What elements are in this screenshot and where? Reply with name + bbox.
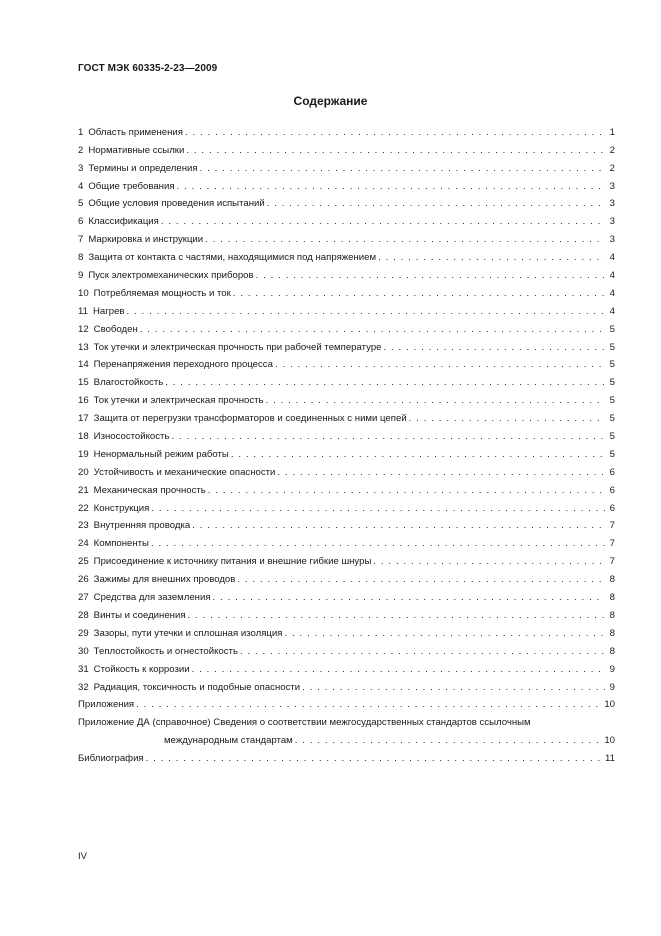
toc-entry-page: 11 <box>605 753 615 765</box>
toc-entry[interactable] <box>78 425 615 443</box>
toc-leader-dots <box>231 449 605 461</box>
toc-entry[interactable] <box>78 139 615 157</box>
toc-entry-number: 6 <box>78 216 84 228</box>
toc-entry[interactable] <box>78 640 615 658</box>
toc-leader-dots <box>146 753 603 765</box>
toc-entry-label: Зазоры, пути утечки и сплошная изоляция <box>93 627 283 639</box>
toc-entry-label: Защита от контакта с частями, находящимися под напряжением <box>88 252 377 264</box>
toc-entry-page: 3 <box>609 216 615 228</box>
page-number: IV <box>78 851 87 862</box>
toc-leader-dots <box>171 431 605 443</box>
toc-entry[interactable] <box>78 336 615 354</box>
toc-leader-dots <box>205 234 605 246</box>
toc-entry-label: Стойкость к коррозии <box>93 663 190 675</box>
toc-entry-label: Классификация <box>88 216 159 228</box>
toc-entry[interactable] <box>78 354 615 372</box>
toc-entry-number: 25 <box>78 556 89 568</box>
toc-entry-label: Влагостойкость <box>93 377 164 389</box>
toc-entry-page: 8 <box>609 627 615 639</box>
toc-entry-label: Термины и определения <box>88 162 198 174</box>
toc-entry-label: международным стандартам <box>164 735 293 747</box>
toc-entry-label: Нормативные ссылки <box>88 144 185 156</box>
toc-entry-label: Присоединение к источнику питания и внешние гибкие шнуры <box>93 556 372 568</box>
toc-entry-annex-da-line1[interactable] <box>78 711 615 729</box>
toc-entry-page: 8 <box>609 592 615 604</box>
toc-entry-number: 22 <box>78 502 89 514</box>
toc-entry-page: 10 <box>604 735 615 747</box>
toc-entry-label: Перенапряжения переходного процесса <box>93 359 273 371</box>
toc-entry-page: 6 <box>609 466 615 478</box>
toc-entry-page: 5 <box>609 377 615 389</box>
toc-entry-page: 5 <box>609 448 615 460</box>
toc-entry-label: Область применения <box>88 126 183 138</box>
toc-entry-number: 15 <box>78 377 89 389</box>
toc-entry-number: 27 <box>78 592 89 604</box>
toc-entry-page: 5 <box>609 341 615 353</box>
toc-entry-label: Нагрев <box>92 305 125 317</box>
toc-entry-number: 14 <box>78 359 89 371</box>
toc-entry-number: 29 <box>78 627 89 639</box>
toc-entry-number: 2 <box>78 144 84 156</box>
toc-entry-label: Компоненты <box>93 538 149 550</box>
toc-leader-dots <box>256 270 605 282</box>
toc-entry-label: Средства для заземления <box>93 592 211 604</box>
toc-entry[interactable] <box>78 658 615 676</box>
toc-entry[interactable] <box>78 515 615 533</box>
toc-leader-dots <box>384 342 606 354</box>
toc-leader-dots <box>240 646 605 658</box>
toc-entry-label: Винты и соединения <box>93 609 186 621</box>
toc-leader-dots <box>267 198 605 210</box>
toc-leader-dots <box>151 503 605 515</box>
toc-entry[interactable] <box>78 443 615 461</box>
toc-entry[interactable] <box>78 228 615 246</box>
toc-entry-number: 3 <box>78 162 84 174</box>
toc-entry[interactable] <box>78 121 615 139</box>
toc-entry-label: Свободен <box>93 323 138 335</box>
toc-leader-dots <box>185 127 605 139</box>
toc-leader-dots <box>165 377 605 389</box>
toc-entry-label: Ток утечки и электрическая прочность <box>93 395 264 407</box>
toc-entry[interactable] <box>78 193 615 211</box>
table-of-contents <box>78 121 615 765</box>
toc-entry-page: 5 <box>609 395 615 407</box>
toc-entry-page: 8 <box>609 609 615 621</box>
toc-entry[interactable] <box>78 407 615 425</box>
toc-leader-dots <box>192 520 605 532</box>
toc-entry-number: 16 <box>78 395 89 407</box>
toc-leader-dots <box>213 592 605 604</box>
toc-entry-label: Защита от перегрузки трансформаторов и соединенных с ними цепей <box>93 413 407 425</box>
toc-leader-dots <box>266 395 605 407</box>
toc-entry[interactable] <box>78 622 615 640</box>
toc-entry-page: 9 <box>609 663 615 675</box>
toc-leader-dots <box>188 610 605 622</box>
toc-entry[interactable] <box>78 479 615 497</box>
toc-entry-page: 9 <box>609 681 615 693</box>
toc-entry-label: Общие требования <box>88 180 175 192</box>
toc-entry-number: 18 <box>78 431 89 443</box>
toc-entry[interactable] <box>78 264 615 282</box>
toc-entry-number: 30 <box>78 645 89 657</box>
toc-entry[interactable] <box>78 676 615 694</box>
toc-entry-page: 7 <box>609 538 615 550</box>
toc-entry-number: 19 <box>78 448 89 460</box>
toc-entry-label: Приложения <box>78 699 135 711</box>
toc-entry-page: 7 <box>609 556 615 568</box>
toc-leader-dots <box>136 699 602 711</box>
toc-leader-dots <box>151 538 605 550</box>
toc-entry-page: 4 <box>609 252 615 264</box>
toc-entry-number: 9 <box>78 270 84 282</box>
toc-entry-label: Зажимы для внешних проводов <box>93 574 236 586</box>
toc-leader-dots <box>378 252 605 264</box>
toc-entry-page: 10 <box>604 699 615 711</box>
toc-entry-label: Маркировка и инструкции <box>88 234 204 246</box>
toc-entry-page: 2 <box>609 162 615 174</box>
toc-entry[interactable] <box>78 586 615 604</box>
toc-entry[interactable] <box>78 246 615 264</box>
toc-entry[interactable] <box>78 461 615 479</box>
toc-leader-dots <box>275 359 605 371</box>
toc-entry-label: Механическая прочность <box>93 484 206 496</box>
toc-leader-dots <box>277 467 605 479</box>
toc-entry-number: 21 <box>78 484 89 496</box>
toc-leader-dots <box>237 574 605 586</box>
toc-entry-annexes[interactable] <box>78 694 615 712</box>
toc-entry-label: Износостойкость <box>93 431 170 443</box>
toc-leader-dots <box>192 664 605 676</box>
toc-entry-label: Общие условия проведения испытаний <box>88 198 265 210</box>
toc-entry-number: 5 <box>78 198 84 210</box>
toc-entry-page: 3 <box>609 234 615 246</box>
toc-entry-number: 4 <box>78 180 84 192</box>
toc-entry-label: Внутренняя проводка <box>93 520 191 532</box>
toc-entry[interactable] <box>78 282 615 300</box>
toc-leader-dots <box>295 735 603 747</box>
toc-entry-number: 26 <box>78 574 89 586</box>
toc-entry-page: 7 <box>609 520 615 532</box>
toc-entry-page: 4 <box>609 270 615 282</box>
toc-leader-dots <box>140 324 605 336</box>
toc-leader-dots <box>373 556 605 568</box>
page-title: Содержание <box>293 94 368 108</box>
toc-entry[interactable] <box>78 550 615 568</box>
toc-entry[interactable] <box>78 157 615 175</box>
toc-entry[interactable] <box>78 389 615 407</box>
toc-entry-page: 2 <box>609 144 615 156</box>
toc-entry[interactable] <box>78 532 615 550</box>
toc-entry-label: Ненормальный режим работы <box>93 448 229 460</box>
toc-entry-page: 1 <box>609 126 615 138</box>
toc-entry[interactable] <box>78 300 615 318</box>
toc-entry-number: 24 <box>78 538 89 550</box>
toc-leader-dots <box>208 485 605 497</box>
toc-entry-page: 6 <box>609 484 615 496</box>
toc-entry-page: 4 <box>609 305 615 317</box>
toc-entry[interactable] <box>78 604 615 622</box>
toc-entry-page: 8 <box>609 574 615 586</box>
toc-entry-number: 13 <box>78 341 89 353</box>
toc-leader-dots <box>200 163 605 175</box>
toc-entry-number: 11 <box>78 305 88 317</box>
toc-entry-number: 12 <box>78 323 89 335</box>
toc-entry-page: 5 <box>609 359 615 371</box>
toc-entry-page: 5 <box>609 413 615 425</box>
toc-entry-label: Теплостойкость и огнестойкость <box>93 645 238 657</box>
toc-entry-page: 5 <box>609 323 615 335</box>
toc-entry-number: 28 <box>78 609 89 621</box>
toc-entry-label: Приложение ДА (справочное) Сведения о соответствии межгосударственных стандартов ссылочным <box>78 717 531 729</box>
toc-entry-page: 3 <box>609 180 615 192</box>
toc-entry-page: 6 <box>609 502 615 514</box>
toc-entry[interactable] <box>78 175 615 193</box>
toc-entry-label: Устойчивость и механические опасности <box>93 466 276 478</box>
toc-leader-dots <box>127 306 606 318</box>
toc-entry-number: 7 <box>78 234 84 246</box>
toc-entry-label: Потребляемая мощность и ток <box>93 287 231 299</box>
toc-entry-number: 20 <box>78 466 89 478</box>
toc-entry-page: 4 <box>609 287 615 299</box>
toc-entry[interactable] <box>78 497 615 515</box>
toc-entry[interactable] <box>78 210 615 228</box>
toc-entry-number: 1 <box>78 126 84 138</box>
toc-entry-annex-da-line2[interactable] <box>78 729 615 747</box>
toc-entry[interactable] <box>78 371 615 389</box>
toc-entry-number: 10 <box>78 287 89 299</box>
toc-entry-bibliography[interactable] <box>78 747 615 765</box>
toc-entry-label: Конструкция <box>93 502 150 514</box>
document-header: ГОСТ МЭК 60335-2-23—2009 <box>78 63 218 74</box>
toc-leader-dots <box>161 216 605 228</box>
toc-leader-dots <box>409 413 605 425</box>
toc-entry-label: Радиация, токсичность и подобные опасности <box>93 681 301 693</box>
toc-entry-label: Пуск электромеханических приборов <box>88 270 254 282</box>
toc-entry-number: 17 <box>78 413 89 425</box>
toc-entry-label: Ток утечки и электрическая прочность при рабочей температуре <box>93 341 382 353</box>
toc-entry[interactable] <box>78 568 615 586</box>
toc-entry-label: Библиография <box>78 753 144 765</box>
toc-entry-page: 3 <box>609 198 615 210</box>
toc-entry-page: 5 <box>609 431 615 443</box>
toc-leader-dots <box>177 181 605 193</box>
toc-entries <box>78 121 615 694</box>
toc-entry-number: 23 <box>78 520 89 532</box>
toc-entry-page: 8 <box>609 645 615 657</box>
toc-entry-number: 31 <box>78 663 89 675</box>
toc-leader-dots <box>233 288 605 300</box>
toc-leader-dots <box>186 145 605 157</box>
toc-entry[interactable] <box>78 318 615 336</box>
toc-entry-number: 32 <box>78 681 89 693</box>
toc-leader-dots <box>284 628 605 640</box>
toc-leader-dots <box>302 682 605 694</box>
toc-entry-number: 8 <box>78 252 84 264</box>
